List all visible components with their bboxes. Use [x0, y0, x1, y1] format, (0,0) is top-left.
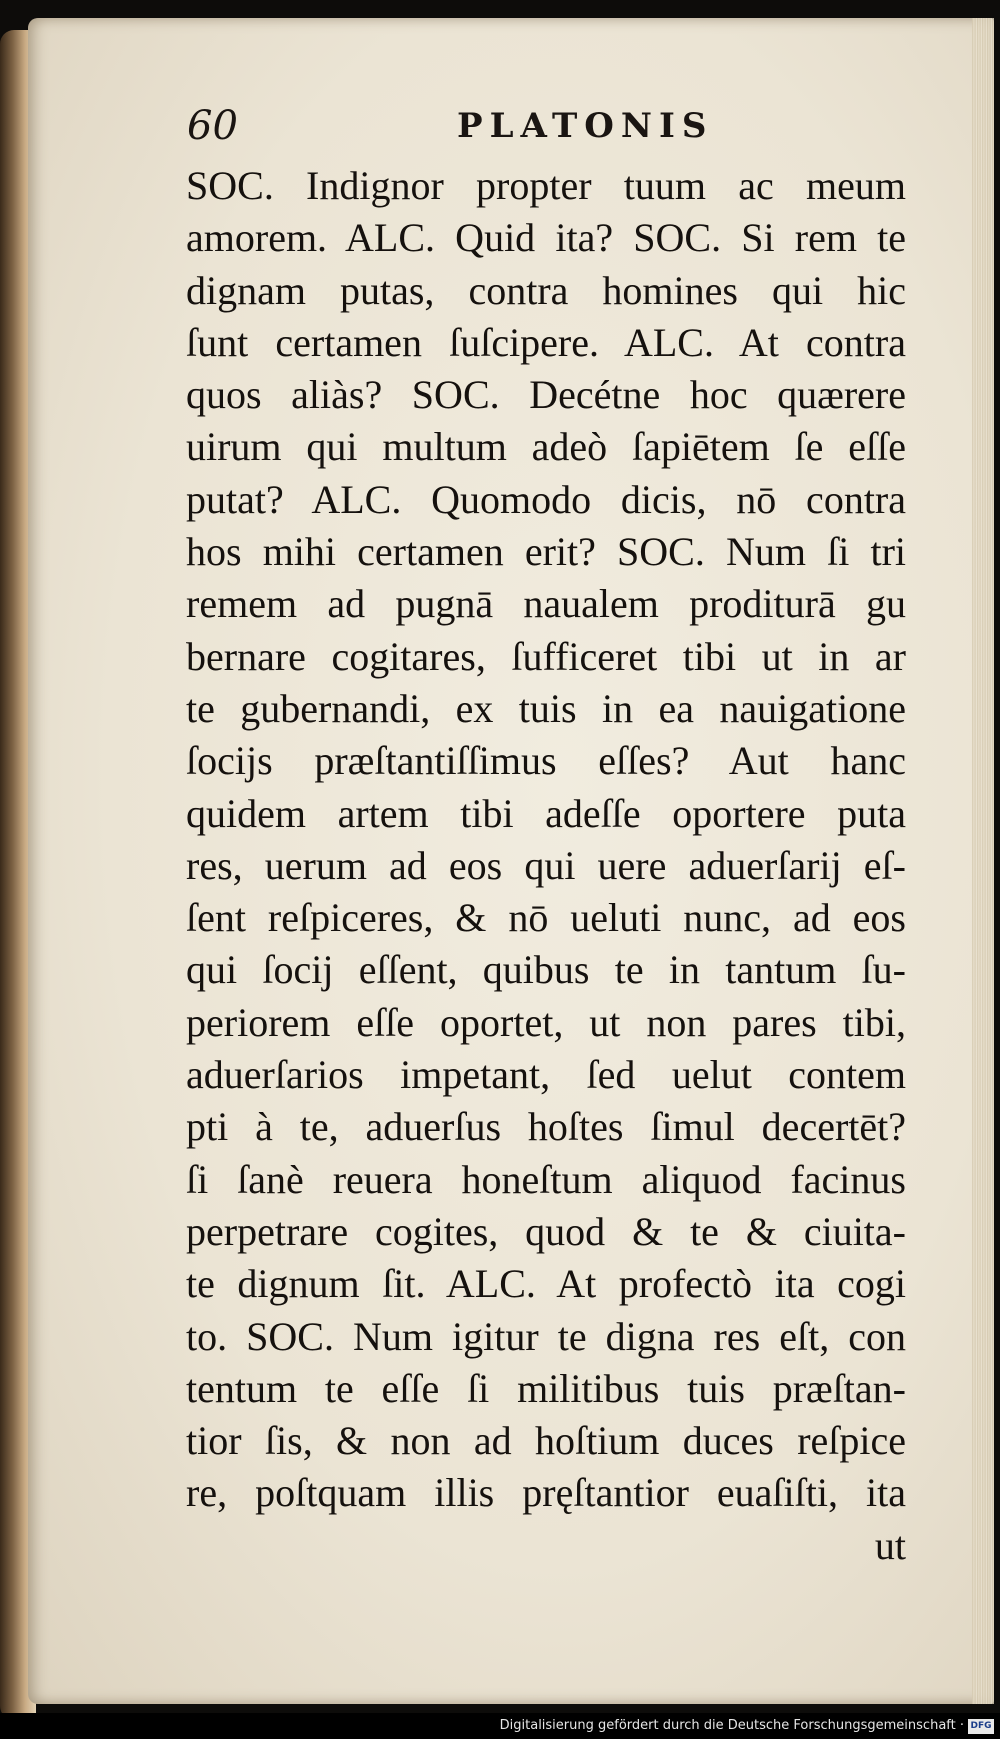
funding-credit: Digitalisierung gefördert durch die Deutsche Forschungsgemeinschaft ·	[499, 1718, 964, 1733]
text-line: res, uerum ad eos qui uere aduerſarij eſ-	[186, 842, 906, 888]
text-line: tentum te eſſe ſi militibus tuis præſtan-	[186, 1365, 906, 1411]
text-line: putat? ALC. Quomodo dicis, nō contra	[186, 476, 906, 522]
text-line: remem ad pugnā naualem proditurā gu	[186, 581, 906, 627]
body-text	[186, 160, 906, 1572]
text-line: pti à te, aduerſus hoſtes ſimul decertēt?	[186, 1104, 906, 1150]
text-line: qui ſocij eſſent, quibus te in tantum ſu-	[186, 947, 906, 993]
text-line: quidem artem tibi adeſſe oportere puta	[186, 790, 906, 836]
text-line: ſi ſanè reuera honeſtum aliquod facinus	[186, 1156, 906, 1202]
text-line: perpetrare cogites, quod & te & ciuita-	[186, 1208, 906, 1254]
text-line: to. SOC. Num igitur te digna res eſt, con	[186, 1313, 906, 1359]
text-line: ſent reſpiceres, & nō ueluti nunc, ad eos	[186, 895, 906, 941]
dfg-logo-icon: DFG	[968, 1719, 994, 1734]
text-line: periorem eſſe oportet, ut non pares tibi,	[186, 999, 906, 1045]
running-title: PLATONIS	[457, 106, 714, 146]
page-fore-edge	[972, 18, 994, 1704]
text-line: re, poſtquam illis pręſtantior euaſiſti, ita	[186, 1470, 906, 1516]
text-line: aduerſarios impetant, ſed uelut contem	[186, 1052, 906, 1098]
text-line: dignam putas, contra homines qui hic	[186, 267, 906, 313]
text-line: uirum qui multum adeò ſapiētem ſe eſſe	[186, 424, 906, 470]
text-line: ſunt certamen ſuſcipere. ALC. At contra	[186, 319, 906, 365]
text-line: SOC. Indignor propter tuum ac meum	[186, 163, 906, 208]
text-line: bernare cogitares, ſufficeret tibi ut in ar	[186, 633, 906, 679]
text-line: quos aliàs? SOC. Decétne hoc quærere	[186, 372, 906, 418]
page-number: 60	[187, 103, 238, 149]
text-line: hos mihi certamen erit? SOC. Num ſi tri	[186, 529, 906, 575]
text-line: te gubernandi, ex tuis in ea nauigatione	[186, 685, 906, 731]
footer-bar	[0, 1713, 1000, 1739]
text-line: te dignum ſit. ALC. At profectò ita cogi	[186, 1261, 906, 1307]
running-head	[187, 102, 747, 150]
text-line: ſocijs præſtantiſſimus eſſes? Aut hanc	[186, 738, 906, 784]
catchword: ut	[874, 1522, 906, 1568]
text-line: amorem. ALC. Quid ita? SOC. Si rem te	[186, 215, 906, 261]
text-line: tior ſis, & non ad hoſtium duces reſpice	[186, 1418, 906, 1464]
